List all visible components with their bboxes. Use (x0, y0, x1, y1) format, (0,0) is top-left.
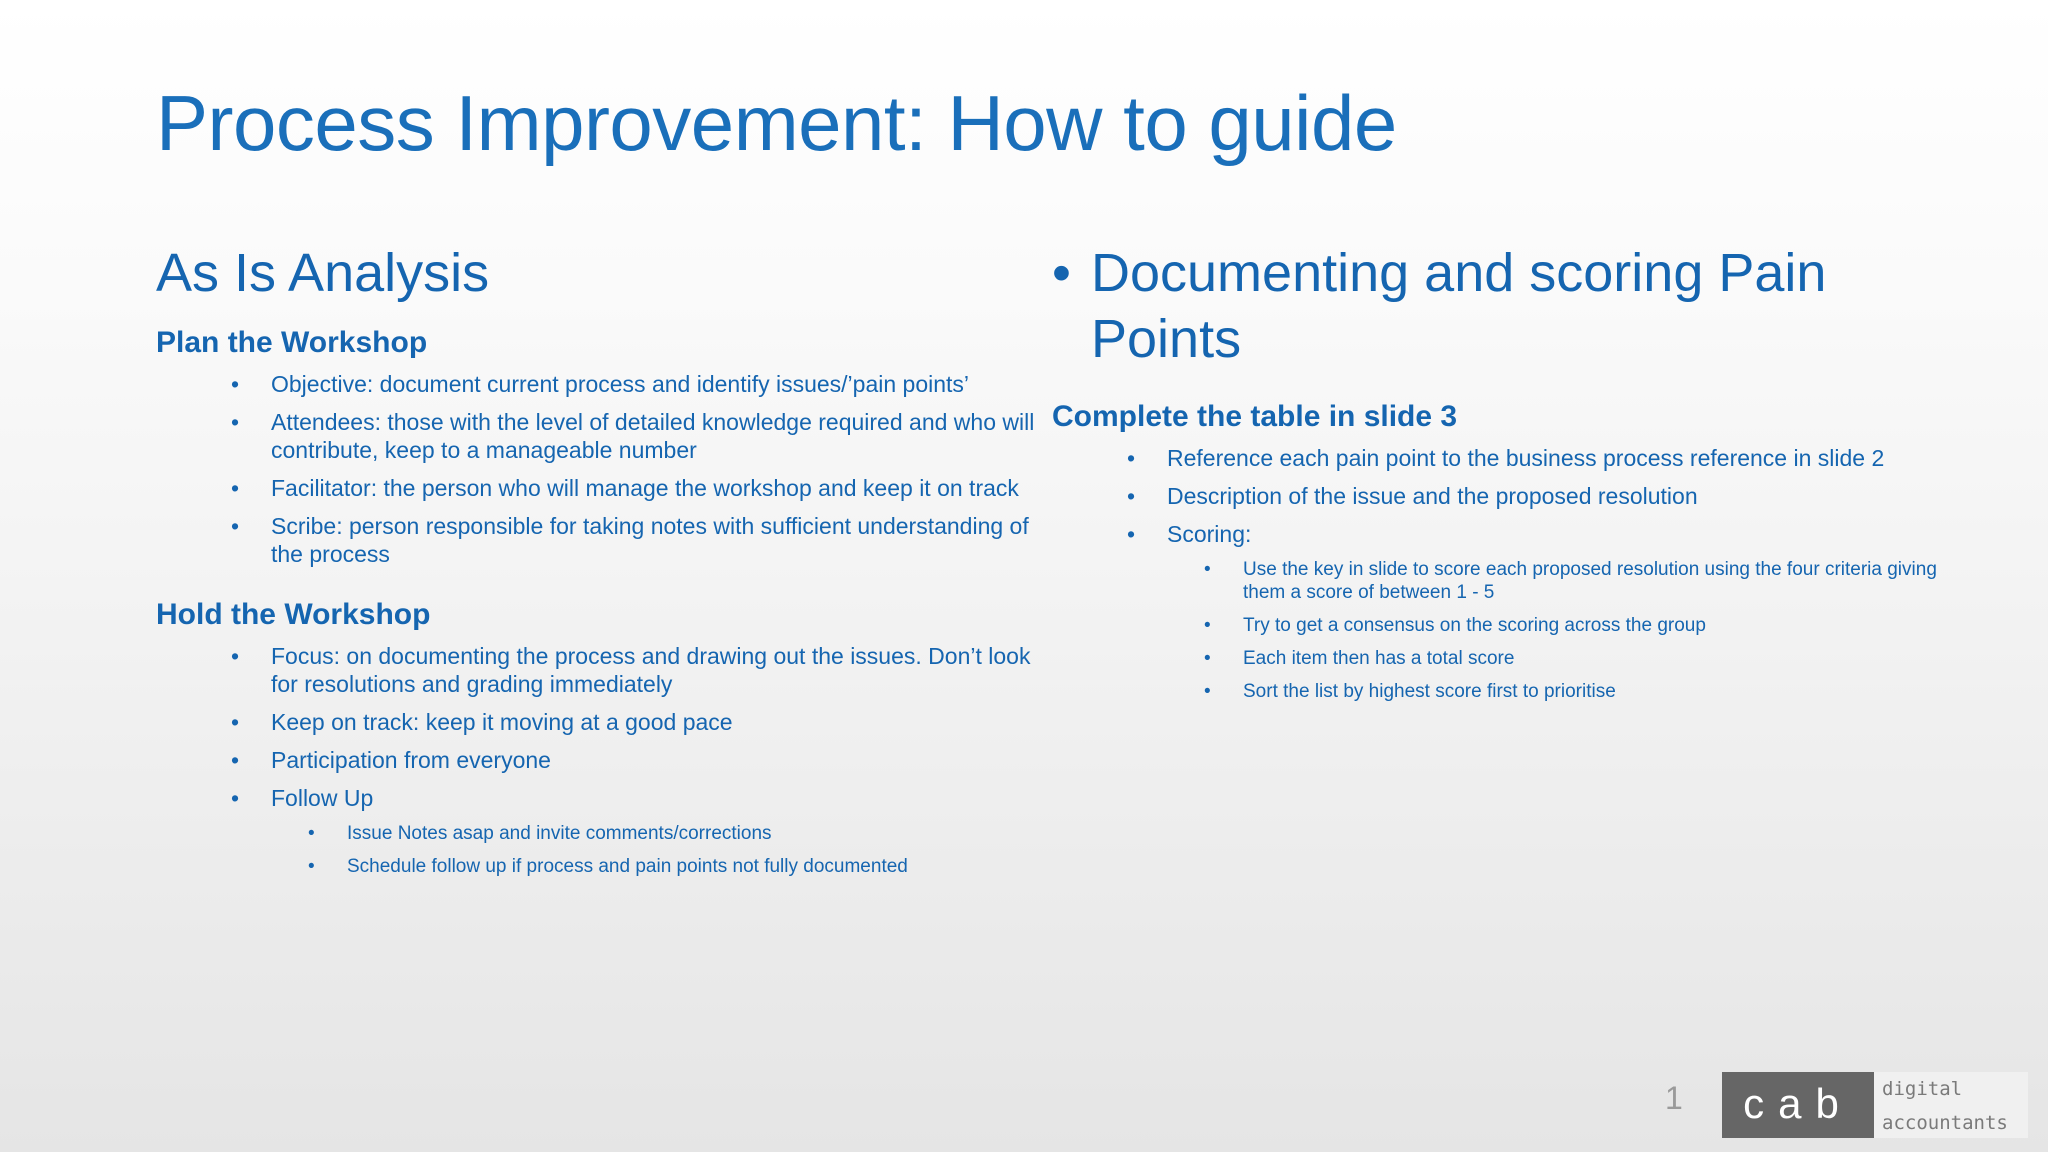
list-item: • Reference each pain point to the business process reference in slide 2 (1127, 445, 1885, 471)
bullet-icon: • (231, 747, 240, 773)
list-item: • Scribe: person responsible for taking notes with sufficient understanding of the process (231, 513, 1029, 567)
bullet-icon: • (1052, 243, 1071, 303)
bullet-icon: • (1204, 559, 1211, 580)
sub-list-item: • Sort the list by highest score first to prioritise (1204, 681, 1616, 702)
bullet-icon: • (231, 785, 240, 811)
list-item: • Follow Up (231, 785, 374, 811)
logo-main-text: cab (1722, 1072, 1874, 1138)
bullet-icon: • (1204, 615, 1211, 636)
bullet-icon: • (231, 371, 240, 397)
slide-title: Process Improvement: How to guide (156, 79, 1397, 167)
company-logo (1722, 1072, 2028, 1138)
bullet-icon: • (231, 409, 240, 435)
sub-list-item: • Try to get a consensus on the scoring across the group (1204, 615, 1706, 636)
plan-workshop-list (156, 370, 1036, 568)
list-item: • Facilitator: the person who will manage the workshop and keep it on track (231, 475, 1019, 501)
bullet-icon: • (231, 709, 240, 735)
sub-list-item: • Schedule follow up if process and pain points not fully documented (308, 856, 908, 877)
list-item: • Description of the issue and the proposed resolution (1127, 483, 1698, 509)
logo-tagline (1874, 1072, 2028, 1138)
hold-workshop-heading: Hold the Workshop (156, 598, 431, 631)
bullet-icon: • (231, 643, 240, 669)
list-item: • Participation from everyone (231, 747, 551, 773)
bullet-icon: • (1127, 483, 1136, 509)
bullet-icon: • (1204, 681, 1211, 702)
complete-table-heading: Complete the table in slide 3 (1052, 400, 1458, 433)
right-column (1052, 240, 1952, 703)
bullet-icon: • (231, 513, 240, 539)
sub-list-item: • Each item then has a total score (1204, 648, 1515, 669)
list-item: • Objective: document current process and identify issues/’pain points’ (231, 371, 970, 397)
hold-workshop-list (156, 642, 1036, 878)
bullet-icon: • (1204, 648, 1211, 669)
bullet-icon: • (231, 475, 240, 501)
slide-number: 1 (1665, 1080, 1683, 1116)
plan-workshop-heading: Plan the Workshop (156, 326, 428, 359)
list-item: • Keep on track: keep it moving at a good pace (231, 709, 733, 735)
bullet-icon: • (308, 823, 315, 844)
left-column (156, 240, 1036, 878)
complete-table-list (1052, 444, 1952, 703)
bullet-icon: • (308, 856, 315, 877)
sub-list-item: • Use the key in slide to score each proposed resolution using the four criteria giving them a score of between 1 - 5 (1204, 559, 1937, 603)
list-item: • Scoring: (1127, 521, 1252, 547)
bullet-icon: • (1127, 521, 1136, 547)
pain-points-heading: • Documenting and scoring Pain Points (1052, 240, 1952, 372)
bullet-icon: • (1127, 445, 1136, 471)
logo-line-2: accountants (1882, 1112, 2008, 1134)
list-item: • Focus: on documenting the process and drawing out the issues. Don’t look for resolutions and grading immediately (231, 643, 1031, 697)
list-item: • Attendees: those with the level of detailed knowledge required and who will contribute, keep to a manageable number (231, 409, 1035, 463)
as-is-analysis-heading: As Is Analysis (156, 243, 490, 303)
logo-line-1: digital (1882, 1078, 1963, 1100)
sub-list-item: • Issue Notes asap and invite comments/corrections (308, 823, 772, 844)
